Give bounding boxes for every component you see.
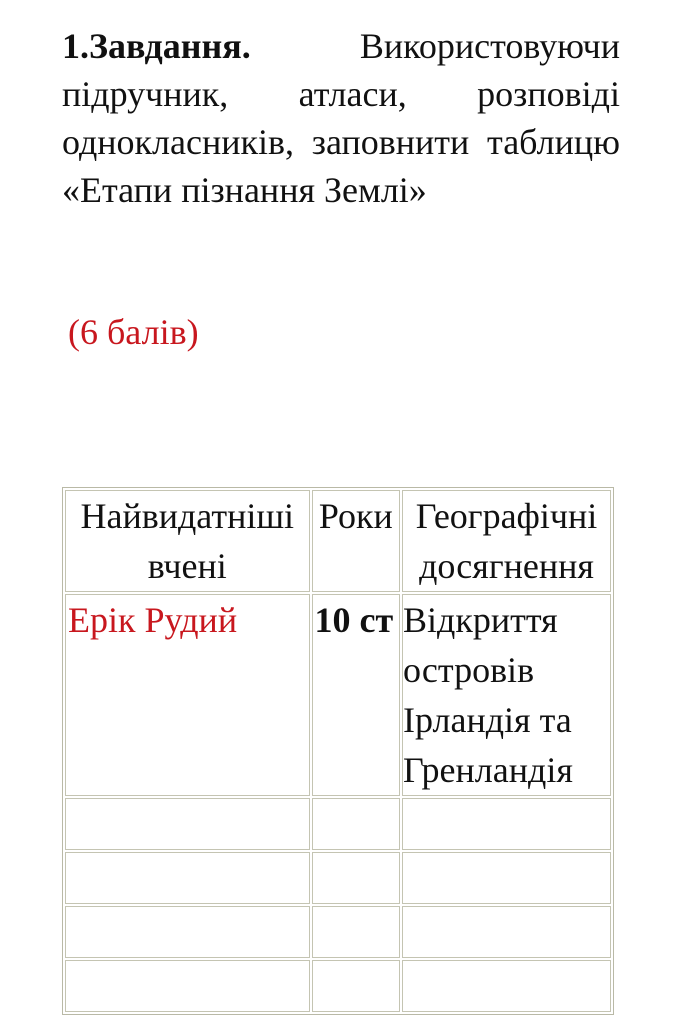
header-achievements: Географічні досягнення [402,490,611,592]
table-header-row [65,490,611,592]
table-row [65,798,611,850]
table-row [65,594,611,796]
stages-table [62,487,614,1015]
cell-years [312,960,400,1012]
cell-years: 10 ст [312,594,400,796]
task-number-title: 1.Завдання. [62,26,251,66]
table-row [65,852,611,904]
cell-achievement: Відкриття островів Ірландія та Гренландія [402,594,611,796]
table-row [65,960,611,1012]
cell-years [312,852,400,904]
cell-years [312,798,400,850]
task-description: Використовуючи підручник, атласи, розповіді однокласників, заповнити таблицю «Етапи пізнання Землі» [62,26,620,210]
cell-scientist [65,906,310,958]
cell-achievement [402,960,611,1012]
header-years: Роки [312,490,400,592]
task-text [62,22,620,214]
cell-years [312,906,400,958]
cell-scientist [65,960,310,1012]
table-row [65,906,611,958]
cell-scientist [65,798,310,850]
cell-achievement [402,852,611,904]
points-label: (6 балів) [68,312,199,352]
cell-achievement [402,906,611,958]
cell-achievement [402,798,611,850]
cell-scientist: Ерік Рудий [65,594,310,796]
cell-scientist [65,852,310,904]
header-scientists: Найвидатніші вчені [65,490,310,592]
